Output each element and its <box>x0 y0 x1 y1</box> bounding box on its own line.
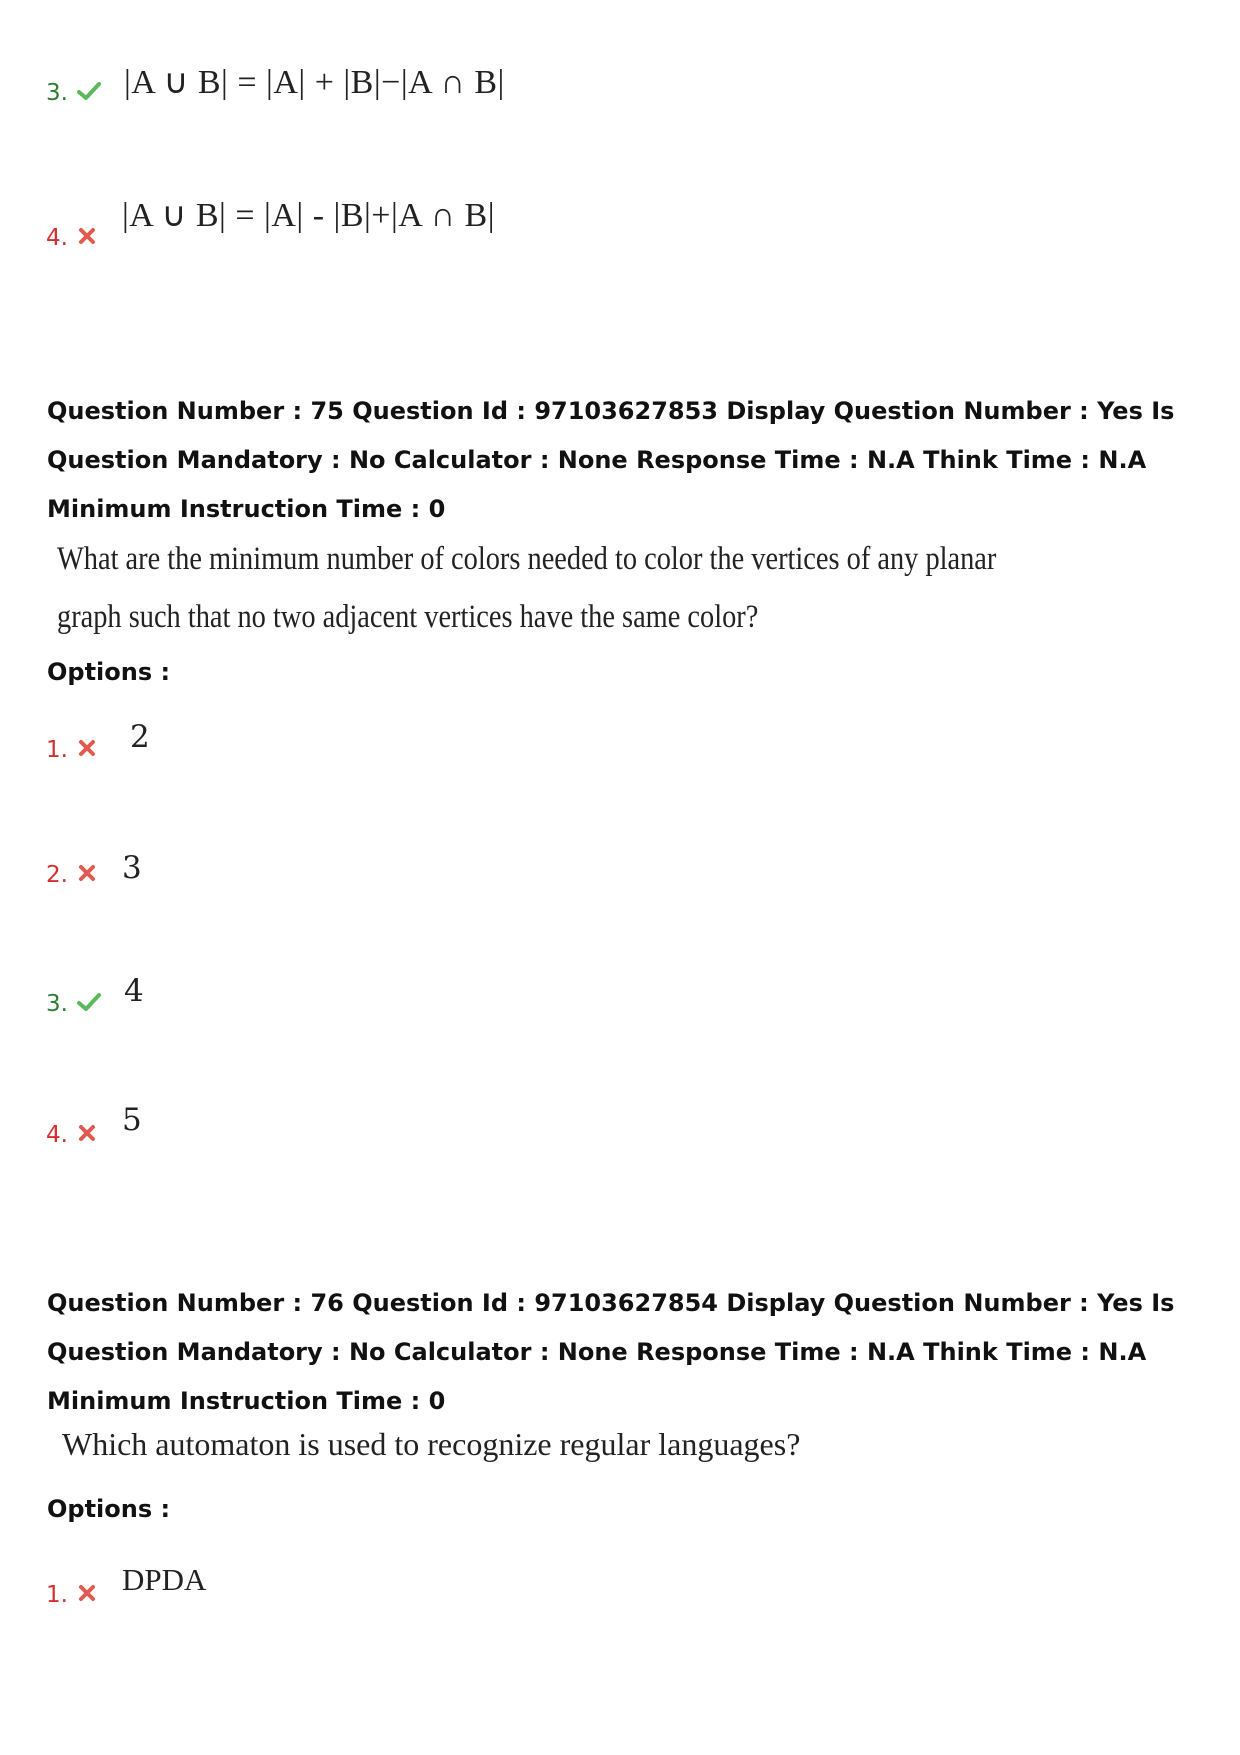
option-number: 4. <box>46 1122 68 1148</box>
question-text <box>57 530 1003 646</box>
options-label: Options : <box>47 1495 171 1523</box>
cross-icon <box>76 862 110 884</box>
option-text: 3 <box>122 850 142 886</box>
option-number: 1. <box>46 737 68 763</box>
question-meta: Question Number : 75 Question Id : 97103627853 Display Question Number : Yes Is Question Mandatory : No Calculator : None Response Time : N.A Think Time : N.A Minimum Instruction Time : 0 <box>47 397 1175 523</box>
option-number: 4. <box>46 225 68 251</box>
question-text-line: What are the minimum number of colors needed to color the vertices of any planar <box>57 541 997 577</box>
option-row <box>46 719 150 773</box>
option-text: |A ∪ B| = |A| - |B|+|A ∩ B| <box>122 197 496 234</box>
check-icon <box>76 80 110 102</box>
option-number: 1. <box>46 1582 68 1608</box>
cross-icon <box>76 1122 110 1144</box>
cross-icon <box>76 737 110 759</box>
option-number: 2. <box>46 862 68 888</box>
option-row <box>46 973 144 1027</box>
options-label: Options : <box>47 658 171 686</box>
option-text: 4 <box>124 973 144 1009</box>
question-meta: Question Number : 76 Question Id : 97103627854 Display Question Number : Yes Is Question Mandatory : No Calculator : None Response Time : N.A Think Time : N.A Minimum Instruction Time : 0 <box>47 1289 1175 1415</box>
option-text: 5 <box>122 1102 142 1138</box>
option-row <box>46 1562 207 1618</box>
check-icon <box>76 991 110 1013</box>
option-number: 3. <box>46 80 68 106</box>
option-row <box>46 64 505 120</box>
option-text: 2 <box>130 719 150 755</box>
option-number: 3. <box>46 991 68 1017</box>
option-text: DPDA <box>122 1562 207 1597</box>
question-text: Which automaton is used to recognize regular languages? <box>62 1426 801 1462</box>
cross-icon <box>76 1582 110 1604</box>
option-row <box>46 197 496 265</box>
cross-icon <box>76 225 110 247</box>
option-row <box>46 1102 142 1158</box>
question-text-line: graph such that no two adjacent vertices have the same color? <box>57 599 759 635</box>
option-row <box>46 850 142 898</box>
option-text: |A ∪ B| = |A| + |B|−|A ∩ B| <box>124 64 505 101</box>
